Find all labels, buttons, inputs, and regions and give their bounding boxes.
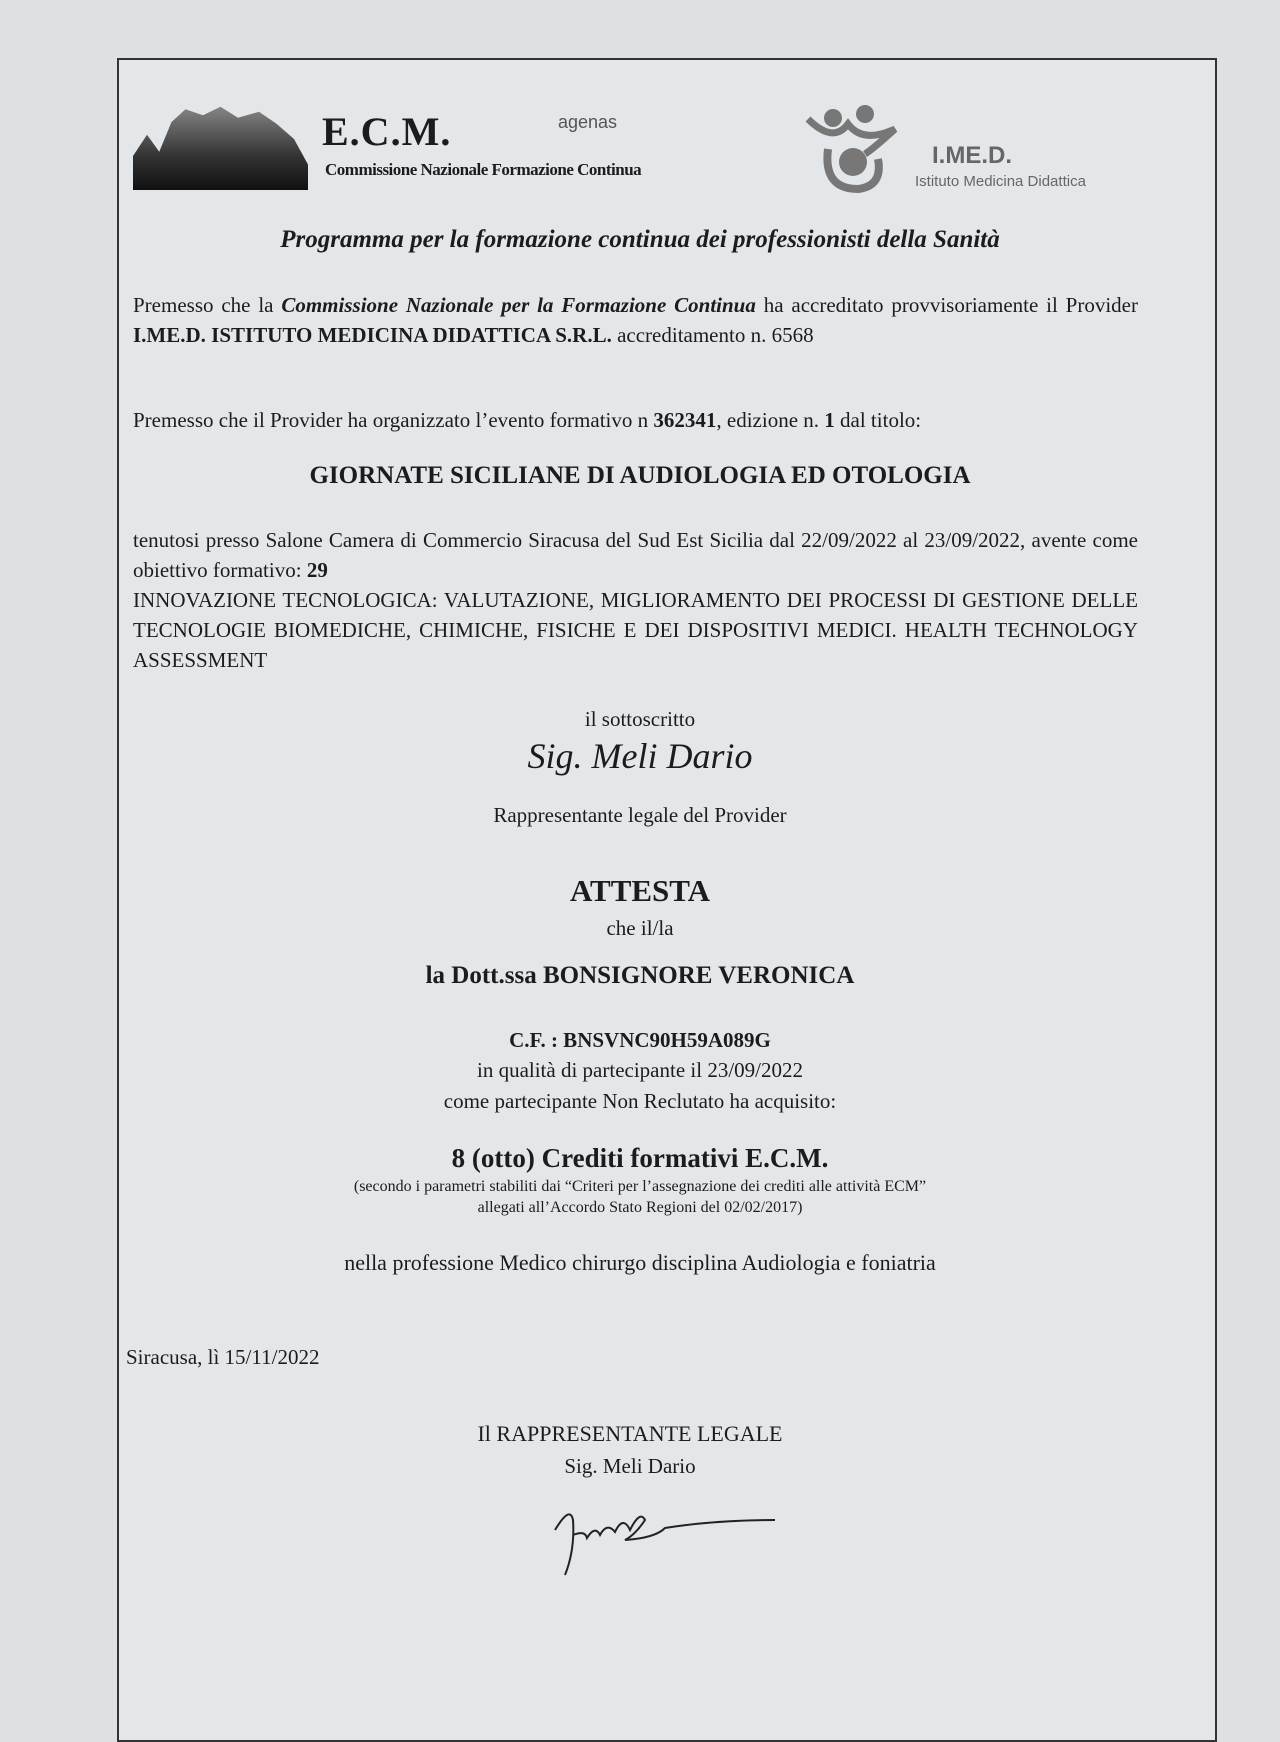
participant-name: la Dott.ssa BONSIGNORE VERONICA <box>425 962 855 989</box>
event-number: 362341 <box>653 408 717 432</box>
signatory-name: Sig. Meli Dario <box>527 736 753 776</box>
credits-awarded: 8 (otto) Crediti formativi E.C.M. <box>451 1143 829 1173</box>
agenas-logo: agenas <box>558 112 618 132</box>
participation-date: in qualità di partecipante il 23/09/2022 <box>476 1058 803 1082</box>
event-venue <box>133 525 1138 675</box>
text: ha accreditato provvisoriamente il Provider <box>755 293 1138 317</box>
participant-type: come partecipante Non Reclutato ha acquisito: <box>443 1089 837 1113</box>
provider-name: I.ME.D. ISTITUTO MEDICINA DIDATTICA S.R.L. <box>133 323 612 347</box>
premise-accreditation <box>133 290 1138 350</box>
fiscal-code: C.F. : BNSVNC90H59A089G <box>509 1028 771 1052</box>
imed-logo-text: I.ME.D. <box>932 142 1013 169</box>
credits-note-2: allegati all’Accordo Stato Regioni del 02/02/2017) <box>477 1199 803 1216</box>
signatory-intro: il sottoscritto <box>584 707 696 731</box>
event-title: GIORNATE SICILIANE DI AUDIOLOGIA ED OTOLOGIA <box>309 462 971 489</box>
programme-subtitle: Programma per la formazione continua dei professionisti della Sanità <box>280 226 1000 253</box>
imed-subtitle: Istituto Medicina Didattica <box>915 173 1086 190</box>
objective-number: 29 <box>306 558 328 582</box>
ecm-logo: E.C.M. <box>322 109 452 154</box>
objective-text: INNOVAZIONE TECNOLOGICA: VALUTAZIONE, MIGLIORAMENTO DEI PROCESSI DI GESTIONE DELLE TECNOLOGIE BIOMEDICHE, CHIMICHE, FISICHE E DEI DISPOSITIVI MEDICI. HEALTH TECHNOLOGY ASSESSMENT <box>133 588 1138 672</box>
profession-discipline: nella professione Medico chirurgo disciplina Audiologia e foniatria <box>344 1250 936 1275</box>
legal-rep-title: Il RAPPRESENTANTE LEGALE <box>477 1421 783 1446</box>
text: Premesso che il Provider ha organizzato l’evento formativo n <box>133 408 654 432</box>
text: accreditamento n. 6568 <box>611 323 814 347</box>
handwritten-signature <box>545 1500 785 1580</box>
commission-name: Commissione Nazionale per la Formazione Continua <box>281 293 756 317</box>
credits-note-1: (secondo i parametri stabiliti dai “Criteri per l’assegnazione dei crediti alle attività ECM” <box>353 1178 927 1195</box>
attesta-heading: ATTESTA <box>569 873 711 908</box>
place-date: Siracusa, lì 15/11/2022 <box>126 1345 320 1369</box>
signatory-role: Rappresentante legale del Provider <box>493 803 787 827</box>
edition-number: 1 <box>824 408 835 432</box>
text: dal titolo: <box>834 408 922 432</box>
che-il-la: che il/la <box>606 916 674 940</box>
text: tenutosi presso Salone Camera di Commercio Siracusa del Sud Est Sicilia dal 22/09/2022 al 23/09/2022, avente come obiettivo formativo: <box>133 528 1138 582</box>
text: , edizione n. <box>716 408 825 432</box>
imed-logo-icon <box>803 104 903 196</box>
legal-rep-name: Sig. Meli Dario <box>564 1454 696 1478</box>
ecm-subtitle: Commissione Nazionale Formazione Continua <box>325 160 642 179</box>
text: Premesso che la <box>133 293 282 317</box>
premise-event <box>133 405 1138 435</box>
